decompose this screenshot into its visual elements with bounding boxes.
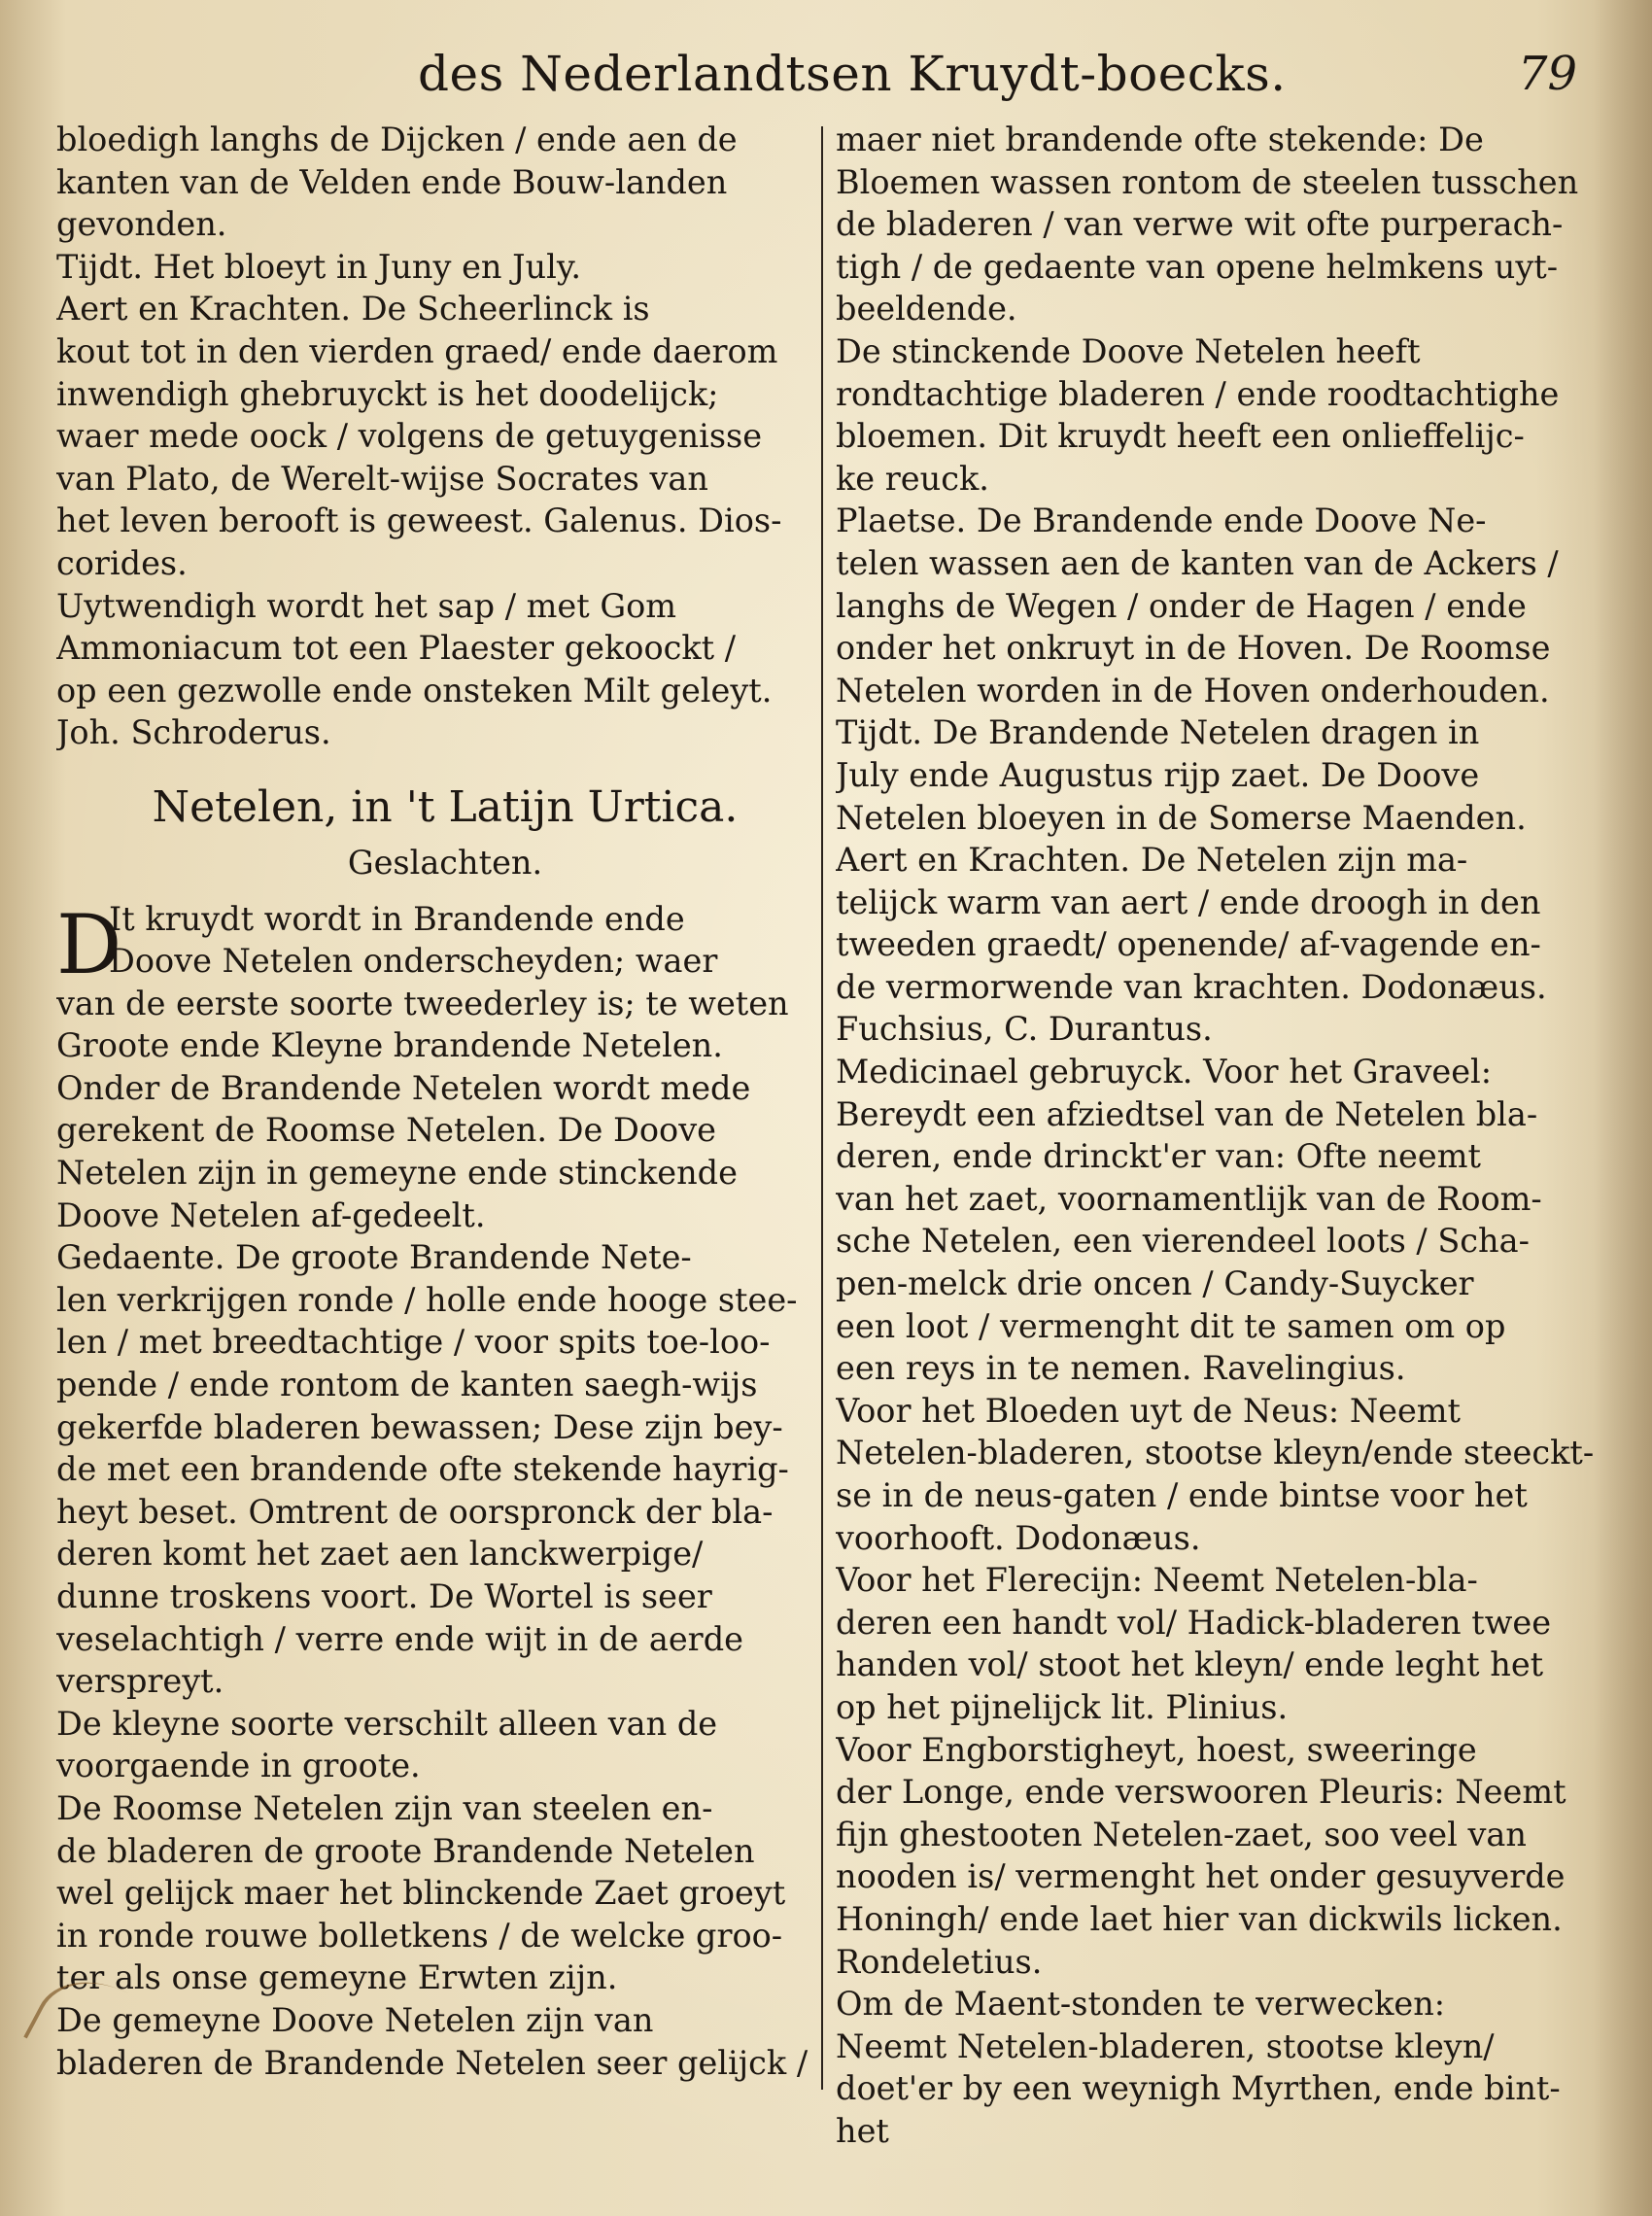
text-line: Bereydt een afziedtsel van de Netelen bla- [836, 1094, 1538, 1133]
text-line: de bladeren de groote Brandende Netelen [56, 1831, 755, 1870]
subheading: Geslachten. [347, 843, 543, 882]
text-line: de met een brandende ofte stekende hayrig- [56, 1450, 789, 1489]
text-line: bloemen. Dit kruydt heeft een onlieffelijc- [836, 417, 1525, 456]
text-line: der Longe, ende verswooren Pleuris: Neemt [836, 1773, 1566, 1812]
text-line: gekerfde bladeren bewassen; Dese zijn bey- [56, 1407, 783, 1446]
text-line: De stinckende Doove Netelen heeft [836, 331, 1421, 370]
text-line: in ronde rouwe bolletkens / de welcke groo- [56, 1916, 783, 1955]
left-column [56, 119, 834, 2199]
text-line: tigh / de gedaente van opene helmkens uyt- [836, 247, 1559, 286]
section-heading: Netelen, in 't Latijn Urtica. [152, 781, 739, 832]
dropcap-lines [56, 898, 834, 983]
text-line: ke reuck. [836, 459, 989, 498]
text-line: telen wassen aen de kanten van de Ackers / [836, 543, 1559, 582]
text-line: verspreyt. [56, 1662, 224, 1701]
text-line: Netelen zijn in gemeyne ende stinckende [56, 1154, 738, 1193]
dropcap-paragraph [56, 896, 834, 992]
text-line: De gemeyne Doove Netelen zijn van [56, 2000, 654, 2039]
text-line: ter als onse gemeyne Erwten zijn. [56, 1958, 618, 1997]
text-line: rondtachtige bladeren / ende roodtachtighe [836, 374, 1560, 413]
text-line: op het pijnelijck lit. Plinius. [836, 1687, 1289, 1726]
text-line: len verkrijgen ronde / holle ende hooge stee- [56, 1280, 798, 1319]
text-line: gerekent de Roomse Netelen. De Doove [56, 1111, 716, 1150]
text-line: maer niet brandende ofte stekende: De [836, 121, 1484, 158]
text-line: Netelen-bladeren, stootse kleyn/ende steeckt- [836, 1434, 1595, 1472]
text-line: handen vol/ stoot het kleyn/ ende leght het [836, 1645, 1544, 1684]
text-line: Ammoniacum tot een Plaester gekoockt / [56, 629, 737, 668]
text-line: Honingh/ ende laet hier van dickwils licken. [836, 1899, 1563, 1938]
text-line: de bladeren / van verwe wit ofte purperach- [836, 205, 1564, 244]
text-line: veselachtigh / verre ende wijt in de aerde [56, 1619, 743, 1658]
text-line: van de eerste soorte tweederley is; te weten [56, 984, 789, 1022]
text-line: Om de Maent-stonden te verwecken: [836, 1985, 1446, 2024]
text-line: bladeren de Brandende Netelen seer gelijck / [56, 2043, 809, 2082]
text-line: Plaetse. De Brandende ende Doove Ne- [836, 502, 1487, 540]
text-line: Neemt Netelen-bladeren, stootse kleyn/ [836, 2026, 1495, 2065]
text-line: De kleyne soorte verschilt alleen van de [56, 1704, 718, 1743]
text-line: De Roomse Netelen zijn van steelen en- [56, 1788, 713, 1827]
text-line: len / met breedtachtige / voor spits toe-loo- [56, 1323, 771, 1362]
text-line: doet'er by een weynigh Myrthen, ende bint- [836, 2069, 1561, 2108]
text-line: Voor het Bloeden uyt de Neus: Neemt [836, 1391, 1462, 1430]
text-line: de vermorwende van krachten. Dodonæus. [836, 967, 1547, 1006]
text-line: kout tot in den vierden graed/ ende daerom [56, 331, 778, 370]
text-line: It kruydt wordt in Brandende ende [109, 899, 685, 938]
right-column [836, 119, 1613, 2199]
text-line: deren komt het zaet aen lanckwerpige/ [56, 1535, 704, 1574]
text-line: waer mede oock / volgens de getuygenisse [56, 417, 763, 456]
text-line: Doove Netelen af-gedeelt. [56, 1195, 486, 1234]
text-line: op een gezwolle ende onsteken Milt geleyt. [56, 671, 773, 710]
text-line: Aert en Krachten. De Scheerlinck is [56, 290, 650, 329]
text-line: het [836, 2111, 889, 2150]
text-line: Rondeletius. [836, 1942, 1043, 1981]
left-column-text-bottom [56, 983, 834, 2084]
left-column-text-top [56, 119, 834, 754]
text-line: voorgaende in groote. [56, 1747, 421, 1785]
text-line: heyt beset. Omtrent de oorspronck der bla- [56, 1492, 774, 1531]
text-line: dunne troskens voort. De Wortel is seer [56, 1577, 712, 1615]
text-line: Onder de Brandende Netelen wordt mede [56, 1068, 751, 1107]
text-line: kanten van de Velden ende Bouw-landen [56, 162, 728, 201]
text-line: van het zaet, voornamentlijk van de Room- [836, 1179, 1542, 1218]
text-line: Tijdt. De Brandende Netelen dragen in [836, 713, 1480, 752]
text-line: telijck warm van aert / ende droogh in den [836, 883, 1541, 921]
text-line: langhs de Wegen / onder de Hagen / ende [836, 586, 1527, 625]
text-line: Fuchsius, C. Durantus. [836, 1010, 1213, 1049]
text-line: deren een handt vol/ Hadick-bladeren twee [836, 1603, 1552, 1642]
text-line: onder het onkruyt in de Hoven. De Roomse [836, 629, 1551, 668]
text-line: Doove Netelen onderscheyden; waer [109, 942, 718, 981]
text-line: van Plato, de Werelt-wijse Socrates van [56, 459, 708, 498]
page-header [0, 35, 1652, 113]
text-line: inwendigh ghebruyckt is het doodelijck; [56, 374, 719, 413]
text-line: beeldende. [836, 290, 1017, 329]
text-line: se in de neus-gaten / ende bintse voor het [836, 1476, 1528, 1514]
text-line: tweeden graedt/ openende/ af-vagende en- [836, 925, 1541, 964]
page-number: 79 [1518, 47, 1578, 101]
text-line: July ende Augustus rijp zaet. De Doove [836, 755, 1480, 794]
text-line: pen-melck drie oncen / Candy-Suycker [836, 1264, 1474, 1303]
text-line: Groote ende Kleyne brandende Netelen. [56, 1026, 723, 1065]
drop-cap: D [56, 896, 122, 992]
text-line: Netelen worden in de Hoven onderhouden. [836, 671, 1550, 710]
text-line: Tijdt. Het bloeyt in Juny en July. [56, 247, 581, 286]
text-line: nooden is/ vermenght het onder gesuyverde [836, 1857, 1566, 1896]
text-line: het leven berooft is geweest. Galenus. Dios- [56, 502, 782, 540]
text-line: een loot / vermenght dit te samen om op [836, 1306, 1506, 1345]
text-line: Bloemen wassen rontom de steelen tusschen [836, 162, 1579, 201]
text-line: deren, ende drinckt'er van: Ofte neemt [836, 1137, 1481, 1176]
text-line: Uytwendigh wordt het sap / met Gom [56, 586, 677, 625]
running-title: des Nederlandtsen Kruydt-boecks. [418, 46, 1287, 102]
text-line: bloedigh langhs de Dijcken / ende aen de [56, 121, 738, 158]
text-line: Voor Engborstigheyt, hoest, sweeringe [836, 1730, 1477, 1769]
text-line: fijn ghestooten Netelen-zaet, soo veel van [836, 1815, 1527, 1853]
text-line: pende / ende rontom de kanten saegh-wijs [56, 1366, 758, 1404]
text-line: Voor het Flerecijn: Neemt Netelen-bla- [836, 1561, 1478, 1600]
text-line: sche Netelen, een vierendeel loots / Scha- [836, 1222, 1530, 1261]
text-line: Medicinael gebruyck. Voor het Graveel: [836, 1053, 1493, 1091]
text-line: corides. [56, 543, 188, 582]
text-line: Joh. Schroderus. [56, 713, 331, 752]
text-line: gevonden. [56, 205, 227, 244]
right-column-text [836, 119, 1613, 2153]
text-line: Netelen bloeyen in de Somerse Maenden. [836, 798, 1527, 837]
text-line: Gedaente. De groote Brandende Nete- [56, 1238, 692, 1277]
text-line: een reys in te nemen. Ravelingius. [836, 1349, 1406, 1388]
text-line: voorhooft. Dodonæus. [836, 1518, 1201, 1557]
text-line: Aert en Krachten. De Netelen zijn ma- [836, 841, 1468, 880]
text-line: wel gelijck maer het blinckende Zaet groeyt [56, 1874, 786, 1913]
